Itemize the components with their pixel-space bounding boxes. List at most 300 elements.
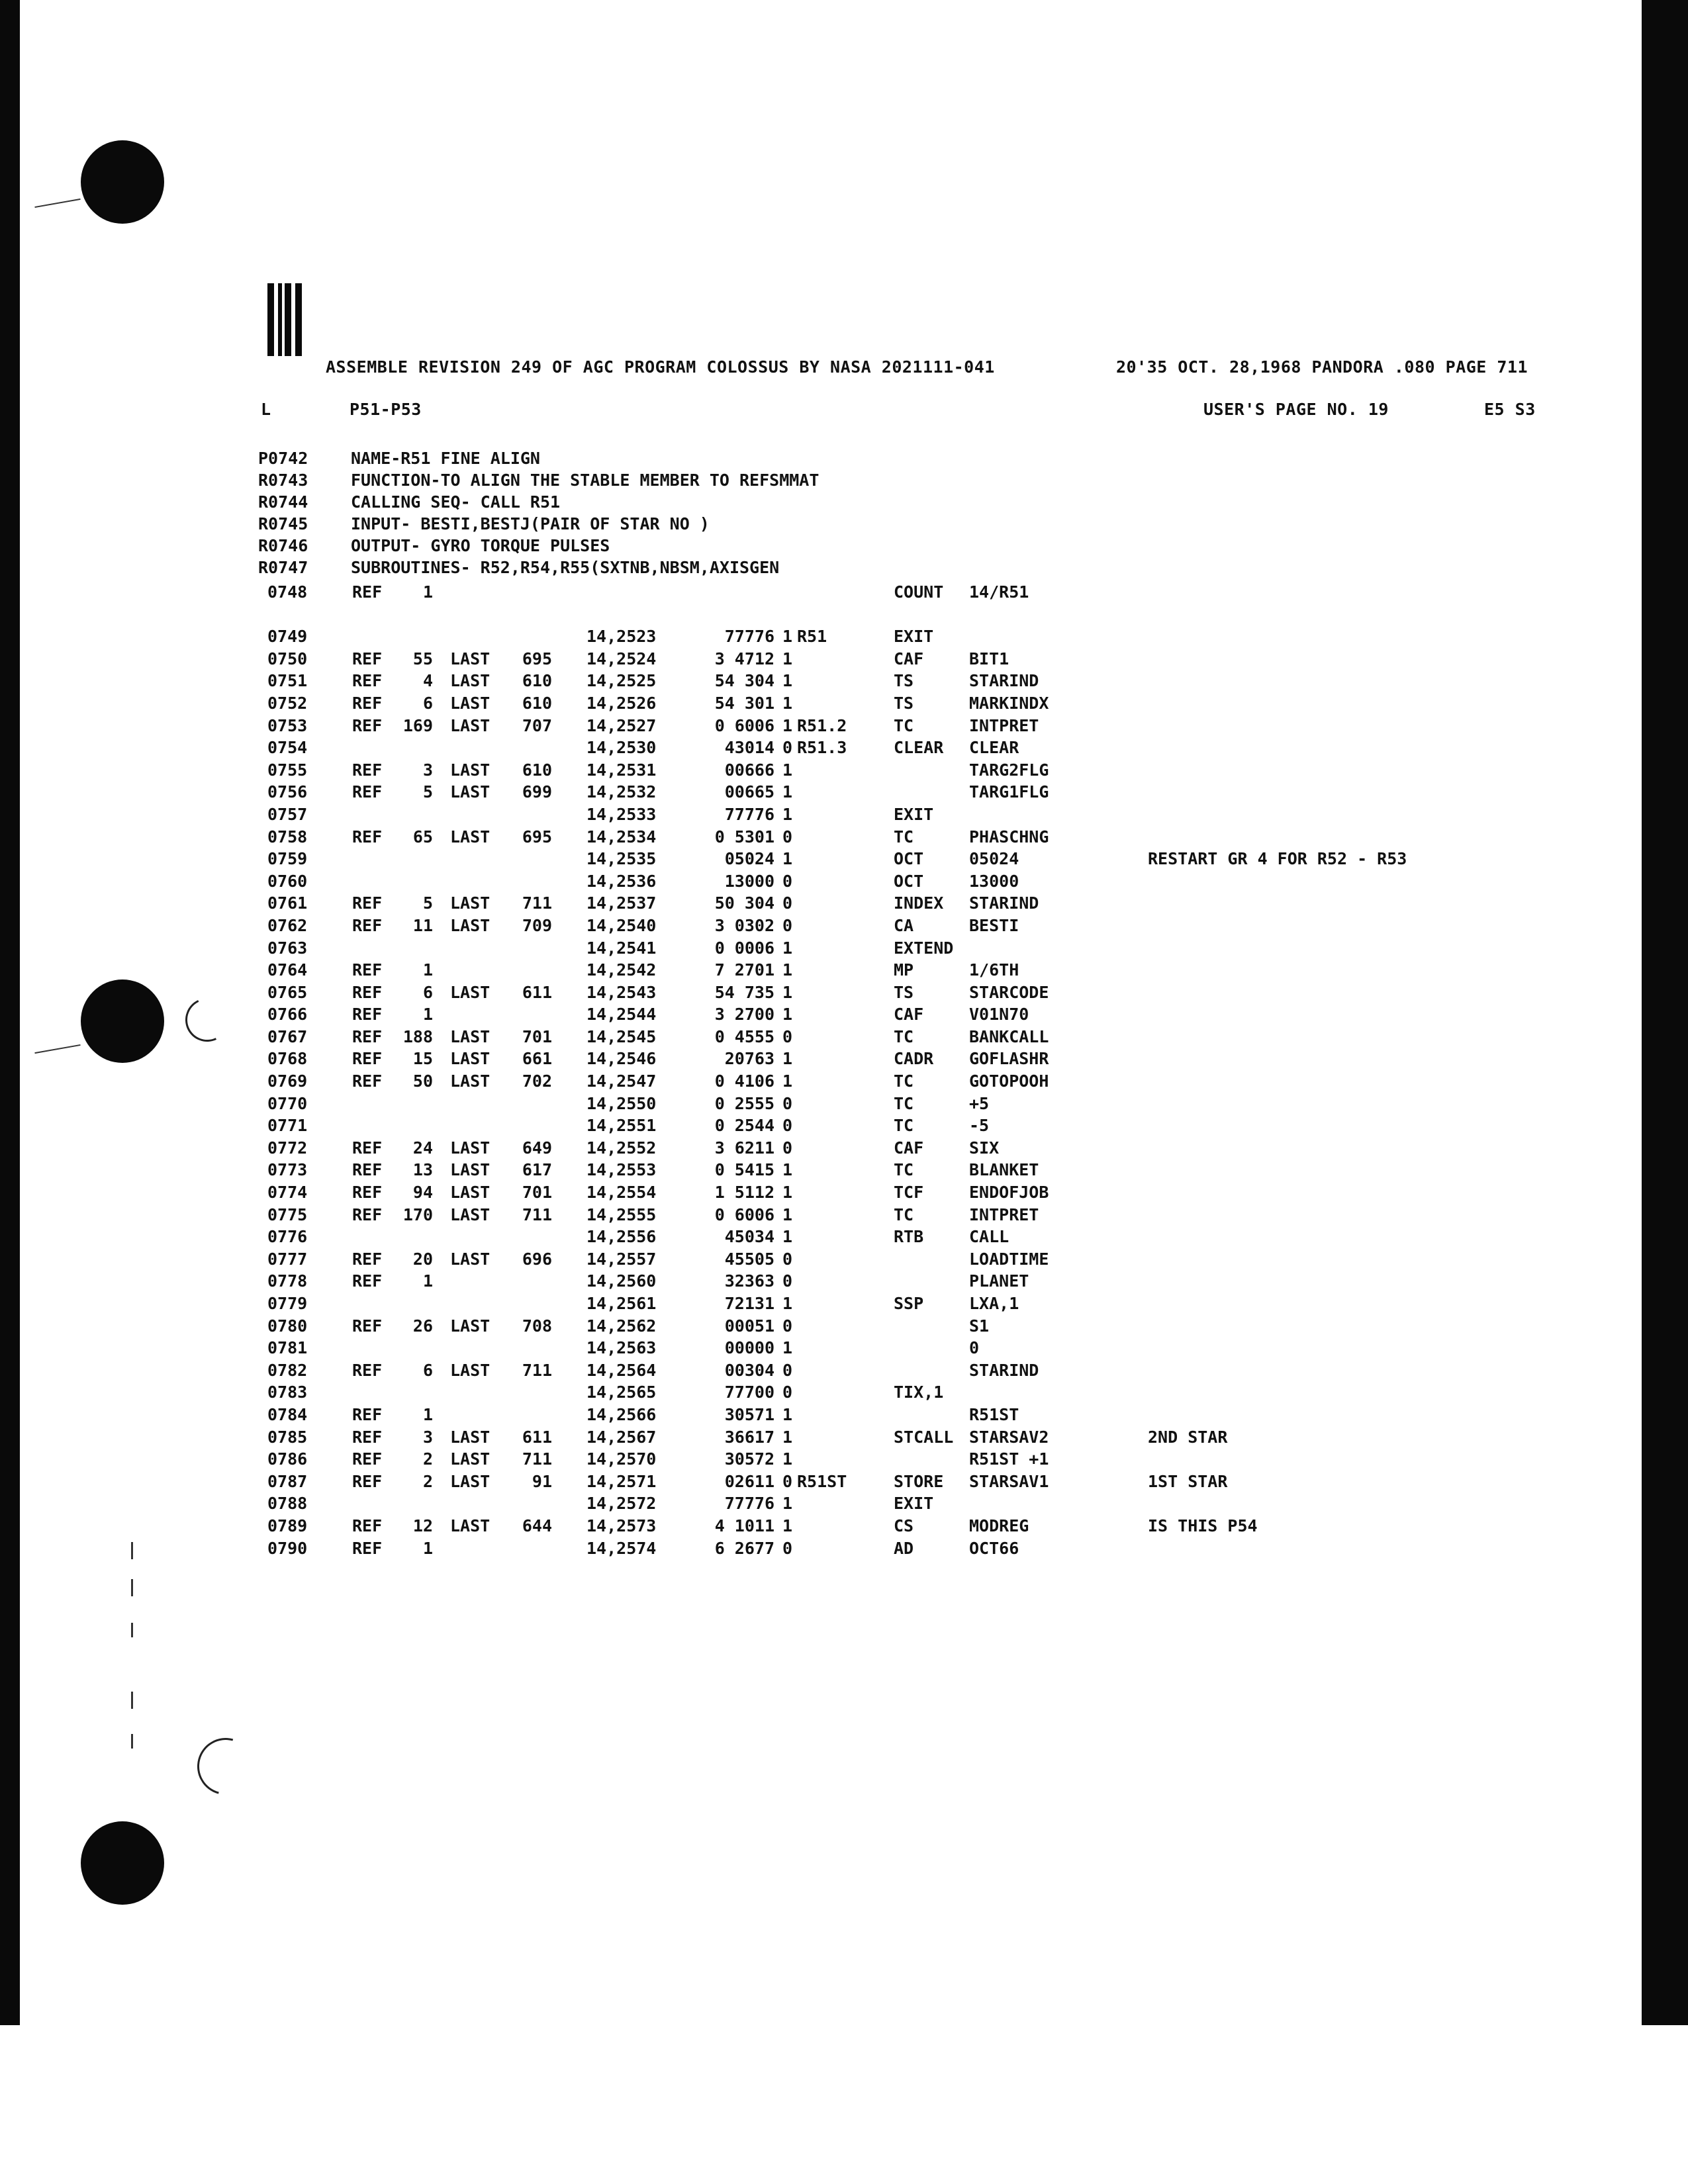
operand: CALL (969, 1227, 1009, 1247)
octal-word: 32363 (724, 1271, 774, 1291)
operand: 05024 (969, 849, 1019, 869)
last-page: 695 (522, 649, 552, 668)
parity-bit: 0 (782, 871, 793, 891)
memory-address: 14,2545 (586, 1026, 657, 1046)
last-label: LAST (450, 649, 491, 668)
memory-address: 14,2525 (586, 671, 657, 691)
ref-label: REF (352, 1005, 383, 1024)
memory-address: 14,2552 (586, 1138, 657, 1158)
octal-word: 77776 (724, 627, 774, 647)
last-label: LAST (450, 915, 491, 935)
line-number: 0752 (267, 693, 308, 713)
ref-label: REF (352, 582, 383, 602)
last-page: 707 (522, 715, 552, 735)
line-number: 0768 (267, 1049, 308, 1069)
line-number: 0767 (267, 1026, 308, 1046)
octal-word: 3 6211 (714, 1138, 774, 1158)
scan-mark (131, 1542, 133, 1559)
ref-label: REF (352, 693, 383, 713)
remarks-block (258, 447, 819, 578)
scan-mark (34, 1044, 80, 1054)
line-number: 0753 (267, 715, 308, 735)
parity-bit: 0 (782, 1026, 793, 1046)
ref-count: 4 (422, 671, 433, 691)
octal-word: 3 2700 (714, 1005, 774, 1024)
memory-address: 14,2547 (586, 1071, 657, 1091)
ref-count: 20 (412, 1249, 433, 1269)
operand: +5 (969, 1093, 990, 1113)
operand: INTPRET (969, 1205, 1039, 1224)
octal-word: 45034 (724, 1227, 774, 1247)
line-number: 0772 (267, 1138, 308, 1158)
opcode: EXIT (894, 804, 934, 824)
last-page: 711 (522, 1205, 552, 1224)
scan-mark (187, 1727, 264, 1805)
ref-count: 170 (402, 1205, 433, 1224)
line-number: 0770 (267, 1093, 308, 1113)
ref-count: 6 (422, 982, 433, 1002)
last-page: 702 (522, 1071, 552, 1091)
opcode: TCF (894, 1183, 924, 1203)
line-number: 0769 (267, 1071, 308, 1091)
ref-count: 2 (422, 1471, 433, 1491)
octal-word: 30571 (724, 1404, 774, 1424)
ref-count: 2 (422, 1449, 433, 1469)
operand: LXA,1 (969, 1294, 1019, 1313)
opcode: AD (894, 1538, 914, 1558)
memory-address: 14,2532 (586, 782, 657, 802)
octal-word: 02611 (724, 1471, 774, 1491)
remark-text: SUBROUTINES- R52,R54,R55(SXTNB,NBSM,AXISGEN (351, 558, 780, 577)
line-number: 0771 (267, 1116, 308, 1136)
ref-label: REF (352, 715, 383, 735)
symbol-label: R51.3 (797, 738, 847, 758)
ref-label: REF (352, 671, 383, 691)
parity-bit: 0 (782, 1316, 793, 1336)
remark-number: R0744 (258, 492, 308, 512)
operand: BIT1 (969, 649, 1009, 668)
last-page: 610 (522, 693, 552, 713)
last-page: 701 (522, 1183, 552, 1203)
parity-bit: 1 (782, 782, 793, 802)
octal-word: 0 4555 (714, 1026, 774, 1046)
ref-label: REF (352, 960, 383, 980)
operand: STARIND (969, 893, 1039, 913)
page-title: P51-P53 (350, 400, 422, 419)
opcode: CS (894, 1516, 914, 1535)
memory-address: 14,2531 (586, 760, 657, 780)
last-label: LAST (450, 1049, 491, 1069)
parity-bit: 0 (782, 827, 793, 846)
last-page: 649 (522, 1138, 552, 1158)
symbol-label: R51.2 (797, 715, 847, 735)
last-page: 611 (522, 982, 552, 1002)
remark-line (258, 513, 819, 535)
symbol-label: R51 (797, 627, 827, 647)
ref-count: 1 (422, 1271, 433, 1291)
line-number: 0781 (267, 1338, 308, 1358)
assemble-header: ASSEMBLE REVISION 249 OF AGC PROGRAM COLOSSUS BY NASA 2021111-041 (326, 357, 995, 377)
operand: INTPRET (969, 715, 1039, 735)
last-page: 610 (522, 760, 552, 780)
line-number: 0765 (267, 982, 308, 1002)
scan-edge-left (0, 0, 20, 2025)
parity-bit: 1 (782, 1005, 793, 1024)
ref-count: 1 (422, 1404, 433, 1424)
time-header: 20'35 OCT. 28,1968 PANDORA .080 PAGE 711 (1116, 357, 1528, 377)
memory-address: 14,2551 (586, 1116, 657, 1136)
operand: ENDOFJOB (969, 1183, 1049, 1203)
ref-label: REF (352, 1049, 383, 1069)
operand: STARIND (969, 671, 1039, 691)
line-number: 0749 (267, 627, 308, 647)
ref-label: REF (352, 1138, 383, 1158)
scan-mark (179, 992, 236, 1048)
ref-label: REF (352, 760, 383, 780)
ref-label: REF (352, 1071, 383, 1091)
opcode: INDEX (894, 893, 944, 913)
ref-label: REF (352, 1026, 383, 1046)
memory-address: 14,2533 (586, 804, 657, 824)
operand: 0 (969, 1338, 980, 1358)
ref-count: 5 (422, 893, 433, 913)
line-number: 0755 (267, 760, 308, 780)
ref-label: REF (352, 827, 383, 846)
symbol-label: R51ST (797, 1471, 847, 1491)
last-page: 644 (522, 1516, 552, 1535)
octal-word: 7 2701 (714, 960, 774, 980)
octal-word: 77776 (724, 1494, 774, 1514)
last-page: 711 (522, 1360, 552, 1380)
parity-bit: 0 (782, 915, 793, 935)
last-label: LAST (450, 715, 491, 735)
last-page: 711 (522, 1449, 552, 1469)
memory-address: 14,2535 (586, 849, 657, 869)
ref-count: 188 (402, 1026, 433, 1046)
operand: BLANKET (969, 1160, 1039, 1180)
last-page: 695 (522, 827, 552, 846)
octal-word: 50 304 (714, 893, 774, 913)
last-page: 709 (522, 915, 552, 935)
opcode: CA (894, 915, 914, 935)
octal-word: 77776 (724, 804, 774, 824)
memory-address: 14,2562 (586, 1316, 657, 1336)
memory-address: 14,2527 (586, 715, 657, 735)
section-code: E5 S3 (1484, 400, 1536, 419)
last-label: LAST (450, 1071, 491, 1091)
scan-mark (131, 1579, 133, 1596)
ref-count: 1 (422, 582, 433, 602)
octal-word: 0 5415 (714, 1160, 774, 1180)
ref-count: 15 (412, 1049, 433, 1069)
last-page: 91 (532, 1471, 552, 1491)
octal-word: 45505 (724, 1249, 774, 1269)
remark-line (258, 447, 819, 469)
last-label: LAST (450, 1449, 491, 1469)
parity-bit: 1 (782, 1294, 793, 1313)
line-number: 0783 (267, 1383, 308, 1402)
opcode: TC (894, 1071, 914, 1091)
parity-bit: 1 (782, 982, 793, 1002)
parity-bit: 1 (782, 1494, 793, 1514)
octal-word: 30572 (724, 1449, 774, 1469)
line-number: 0775 (267, 1205, 308, 1224)
ref-count: 13 (412, 1160, 433, 1180)
opcode: MP (894, 960, 914, 980)
memory-address: 14,2555 (586, 1205, 657, 1224)
last-label: LAST (450, 1516, 491, 1535)
parity-bit: 0 (782, 1138, 793, 1158)
ref-count: 1 (422, 1538, 433, 1558)
parity-bit: 0 (782, 1538, 793, 1558)
memory-address: 14,2564 (586, 1360, 657, 1380)
memory-address: 14,2573 (586, 1516, 657, 1535)
memory-address: 14,2566 (586, 1404, 657, 1424)
remark-text: CALLING SEQ- CALL R51 (351, 492, 561, 512)
line-number: 0758 (267, 827, 308, 846)
ref-count: 1 (422, 1005, 433, 1024)
ref-label: REF (352, 1183, 383, 1203)
last-label: LAST (450, 1026, 491, 1046)
last-label: LAST (450, 671, 491, 691)
line-number: 0754 (267, 738, 308, 758)
last-label: LAST (450, 1471, 491, 1491)
remark-number: R0747 (258, 558, 308, 577)
octal-word: 36617 (724, 1427, 774, 1447)
opcode: TC (894, 1026, 914, 1046)
last-label: LAST (450, 982, 491, 1002)
opcode: CADR (894, 1049, 934, 1069)
ref-label: REF (352, 1249, 383, 1269)
ref-count: 55 (412, 649, 433, 668)
octal-word: 0 4106 (714, 1071, 774, 1091)
remark-text: FUNCTION-TO ALIGN THE STABLE MEMBER TO REFSMMAT (351, 471, 820, 490)
remark-text: OUTPUT- GYRO TORQUE PULSES (351, 536, 610, 555)
memory-address: 14,2567 (586, 1427, 657, 1447)
parity-bit: 0 (782, 1116, 793, 1136)
remark-line (258, 469, 819, 491)
punch-hole-icon (81, 1821, 164, 1905)
last-label: LAST (450, 827, 491, 846)
octal-word: 54 735 (714, 982, 774, 1002)
operand: R51ST (969, 1404, 1019, 1424)
last-page: 696 (522, 1249, 552, 1269)
octal-word: 6 2677 (714, 1538, 774, 1558)
last-label: LAST (450, 693, 491, 713)
operand: STARIND (969, 1360, 1039, 1380)
line-number: 0763 (267, 938, 308, 958)
operand: CLEAR (969, 738, 1019, 758)
line-number: 0778 (267, 1271, 308, 1291)
parity-bit: 0 (782, 738, 793, 758)
comment: 1ST STAR (1148, 1471, 1228, 1491)
operand: BANKCALL (969, 1026, 1049, 1046)
line-number: 0773 (267, 1160, 308, 1180)
ref-count: 1 (422, 960, 433, 980)
operand: PHASCHNG (969, 827, 1049, 846)
operand: STARSAV1 (969, 1471, 1049, 1491)
memory-address: 14,2536 (586, 871, 657, 891)
octal-word: 3 0302 (714, 915, 774, 935)
line-number: 0786 (267, 1449, 308, 1469)
octal-word: 00665 (724, 782, 774, 802)
line-number: 0766 (267, 1005, 308, 1024)
ref-count: 26 (412, 1316, 433, 1336)
memory-address: 14,2542 (586, 960, 657, 980)
ref-count: 50 (412, 1071, 433, 1091)
ref-label: REF (352, 1516, 383, 1535)
memory-address: 14,2526 (586, 693, 657, 713)
remark-number: R0746 (258, 536, 308, 555)
memory-address: 14,2537 (586, 893, 657, 913)
last-page: 699 (522, 782, 552, 802)
line-number: 0757 (267, 804, 308, 824)
memory-address: 14,2534 (586, 827, 657, 846)
ref-label: REF (352, 1427, 383, 1447)
parity-bit: 1 (782, 1205, 793, 1224)
line-number: 0764 (267, 960, 308, 980)
ref-count: 24 (412, 1138, 433, 1158)
line-number: 0788 (267, 1494, 308, 1514)
opcode: EXIT (894, 1494, 934, 1514)
operand: TARG2FLG (969, 760, 1049, 780)
parity-bit: 1 (782, 938, 793, 958)
last-label: LAST (450, 1360, 491, 1380)
octal-word: 0 0006 (714, 938, 774, 958)
operand: 14/R51 (969, 582, 1029, 602)
remark-line (258, 535, 819, 557)
operand: GOFLASHR (969, 1049, 1049, 1069)
parity-bit: 1 (782, 1516, 793, 1535)
line-number: 0782 (267, 1360, 308, 1380)
parity-bit: 0 (782, 1383, 793, 1402)
remark-text: NAME-R51 FINE ALIGN (351, 449, 540, 468)
ref-count: 6 (422, 693, 433, 713)
remark-text: INPUT- BESTI,BESTJ(PAIR OF STAR NO ) (351, 514, 710, 533)
opcode: STORE (894, 1471, 944, 1491)
ref-count: 12 (412, 1516, 433, 1535)
octal-word: 54 304 (714, 671, 774, 691)
opcode: EXTEND (894, 938, 954, 958)
opcode: OCT (894, 849, 924, 869)
opcode: STCALL (894, 1427, 954, 1447)
memory-address: 14,2572 (586, 1494, 657, 1514)
opcode: TC (894, 1205, 914, 1224)
ref-label: REF (352, 782, 383, 802)
opcode: TC (894, 1116, 914, 1136)
last-page: 711 (522, 893, 552, 913)
parity-bit: 1 (782, 693, 793, 713)
memory-address: 14,2556 (586, 1227, 657, 1247)
line-number: 0789 (267, 1516, 308, 1535)
line-number: 0776 (267, 1227, 308, 1247)
line-number: 0750 (267, 649, 308, 668)
octal-word: 77700 (724, 1383, 774, 1402)
memory-address: 14,2540 (586, 915, 657, 935)
last-label: LAST (450, 1205, 491, 1224)
last-page: 617 (522, 1160, 552, 1180)
last-page: 701 (522, 1026, 552, 1046)
memory-address: 14,2541 (586, 938, 657, 958)
ref-label: REF (352, 1538, 383, 1558)
operand: TARG1FLG (969, 782, 1049, 802)
line-number: 0774 (267, 1183, 308, 1203)
last-label: LAST (450, 1427, 491, 1447)
parity-bit: 0 (782, 1360, 793, 1380)
ref-label: REF (352, 1205, 383, 1224)
ref-label: REF (352, 1449, 383, 1469)
memory-address: 14,2557 (586, 1249, 657, 1269)
opcode: TS (894, 671, 914, 691)
memory-address: 14,2553 (586, 1160, 657, 1180)
parity-bit: 1 (782, 1071, 793, 1091)
memory-address: 14,2571 (586, 1471, 657, 1491)
operand: S1 (969, 1316, 990, 1336)
listing-marker: L (261, 400, 271, 419)
last-label: LAST (450, 1249, 491, 1269)
octal-word: 0 5301 (714, 827, 774, 846)
line-number: 0780 (267, 1316, 308, 1336)
memory-address: 14,2544 (586, 1005, 657, 1024)
memory-address: 14,2560 (586, 1271, 657, 1291)
parity-bit: 0 (782, 1271, 793, 1291)
ref-label: REF (352, 915, 383, 935)
opcode: CAF (894, 1005, 924, 1024)
last-page: 610 (522, 671, 552, 691)
ref-label: REF (352, 1404, 383, 1424)
operand: -5 (969, 1116, 990, 1136)
user-page-number: USER'S PAGE NO. 19 (1203, 400, 1389, 419)
ref-label: REF (352, 649, 383, 668)
memory-address: 14,2530 (586, 738, 657, 758)
scan-mark (131, 1692, 133, 1709)
ref-label: REF (352, 1160, 383, 1180)
parity-bit: 1 (782, 1227, 793, 1247)
line-number: 0790 (267, 1538, 308, 1558)
scan-mark (131, 1734, 133, 1749)
memory-address: 14,2543 (586, 982, 657, 1002)
ref-count: 3 (422, 1427, 433, 1447)
opcode: CAF (894, 649, 924, 668)
operand: SIX (969, 1138, 1000, 1158)
operand: LOADTIME (969, 1249, 1049, 1269)
ref-count: 65 (412, 827, 433, 846)
last-label: LAST (450, 1160, 491, 1180)
octal-word: 00000 (724, 1338, 774, 1358)
octal-word: 00304 (724, 1360, 774, 1380)
octal-word: 72131 (724, 1294, 774, 1313)
parity-bit: 1 (782, 760, 793, 780)
line-number: 0748 (267, 582, 308, 602)
ref-count: 169 (402, 715, 433, 735)
opcode: TC (894, 827, 914, 846)
ref-label: REF (352, 982, 383, 1002)
remark-line (258, 557, 819, 578)
octal-word: 0 2544 (714, 1116, 774, 1136)
line-number: 0784 (267, 1404, 308, 1424)
ref-count: 3 (422, 760, 433, 780)
opcode: TS (894, 693, 914, 713)
parity-bit: 1 (782, 960, 793, 980)
remark-number: R0743 (258, 471, 308, 490)
last-page: 661 (522, 1049, 552, 1069)
ref-count: 11 (412, 915, 433, 935)
memory-address: 14,2550 (586, 1093, 657, 1113)
line-number: 0779 (267, 1294, 308, 1313)
operand: STARSAV2 (969, 1427, 1049, 1447)
parity-bit: 0 (782, 1093, 793, 1113)
operand: MARKINDX (969, 693, 1049, 713)
